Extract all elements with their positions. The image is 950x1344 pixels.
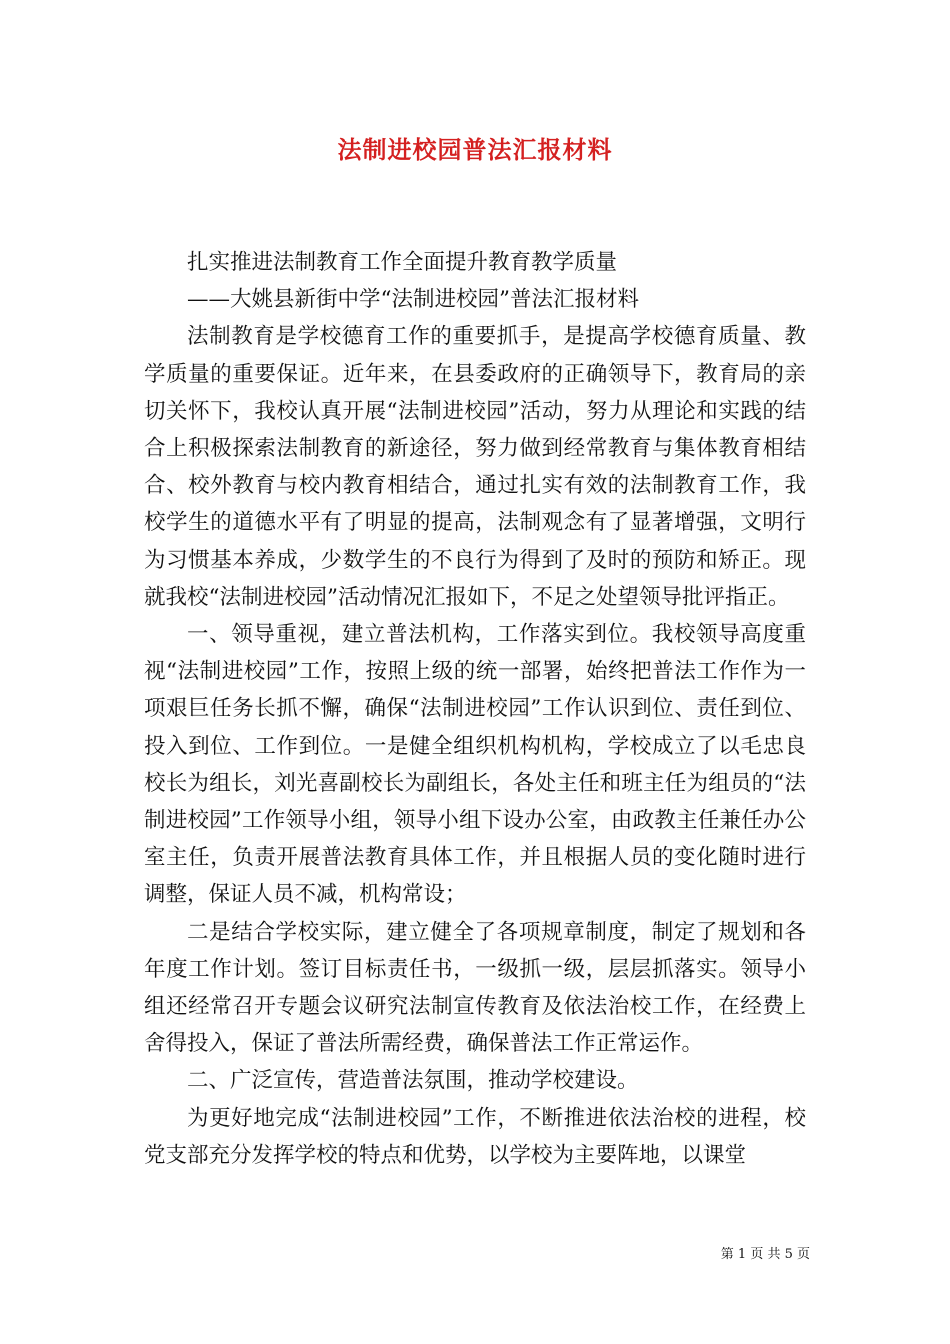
- document-title: 法制进校园普法汇报材料: [337, 135, 613, 164]
- paragraph-section-one: 一、领导重视，建立普法机构，工作落实到位。我校领导高度重视“法制进校园”工作，按照上级的统一部署，始终把普法工作作为一项艰巨任务长抓不懈，确保“法制进校园”工作认识到位、责任到位、投入到位、工作到位。一是健全组织机构机构，学校成立了以毛忠良校长为组长，刘光喜副校长为副组长，各处主任和班主任为组员的“法制进校园”工作领导小组，领导小组下设办公室，由政教主任兼任办公室主任，负责开展普法教育具体工作，并且根据人员的变化随时进行调整，保证人员不减，机构常设；: [144, 622, 806, 908]
- paragraph-section-two: 为更好地完成“法制进校园”工作，不断推进依法治校的进程，校党支部充分发挥学校的特点和优势，以学校为主要阵地，以课堂: [144, 1105, 806, 1168]
- subtitle-source-line: ——大姚县新街中学“法制进校园”普法汇报材料: [187, 287, 639, 313]
- page-number-footer: 第 1 页 共 5 页: [720, 1247, 810, 1262]
- paragraph-intro: 法制教育是学校德育工作的重要抓手，是提高学校德育质量、教学质量的重要保证。近年来，在县委政府的正确领导下，教育局的亲切关怀下，我校认真开展“法制进校园”活动，努力从理论和实践的结合上积极探索法制教育的新途径，努力做到经常教育与集体教育相结合、校外教育与校内教育相结合，通过扎实有效的法制教育工作，我校学生的道德水平有了明显的提高，法制观念有了显著增强，文明行为习惯基本养成，少数学生的不良行为得到了及时的预防和矫正。现就我校“法制进校园”活动情况汇报如下，不足之处望领导批评指正。: [144, 324, 806, 610]
- section-heading-two: 二、广泛宣传，营造普法氛围，推动学校建设。: [187, 1068, 639, 1094]
- document-body: [144, 244, 806, 1174]
- paragraph-rules: 二是结合学校实际，建立健全了各项规章制度，制定了规划和各年度工作计划。签订目标责任书，一级抓一级，层层抓落实。领导小组还经常召开专题会议研究法制宣传教育及依法治校工作，在经费上舍得投入，保证了普法所需经费，确保普法工作正常运作。: [144, 919, 806, 1057]
- subtitle-line: 扎实推进法制教育工作全面提升教育教学质量: [187, 250, 618, 275]
